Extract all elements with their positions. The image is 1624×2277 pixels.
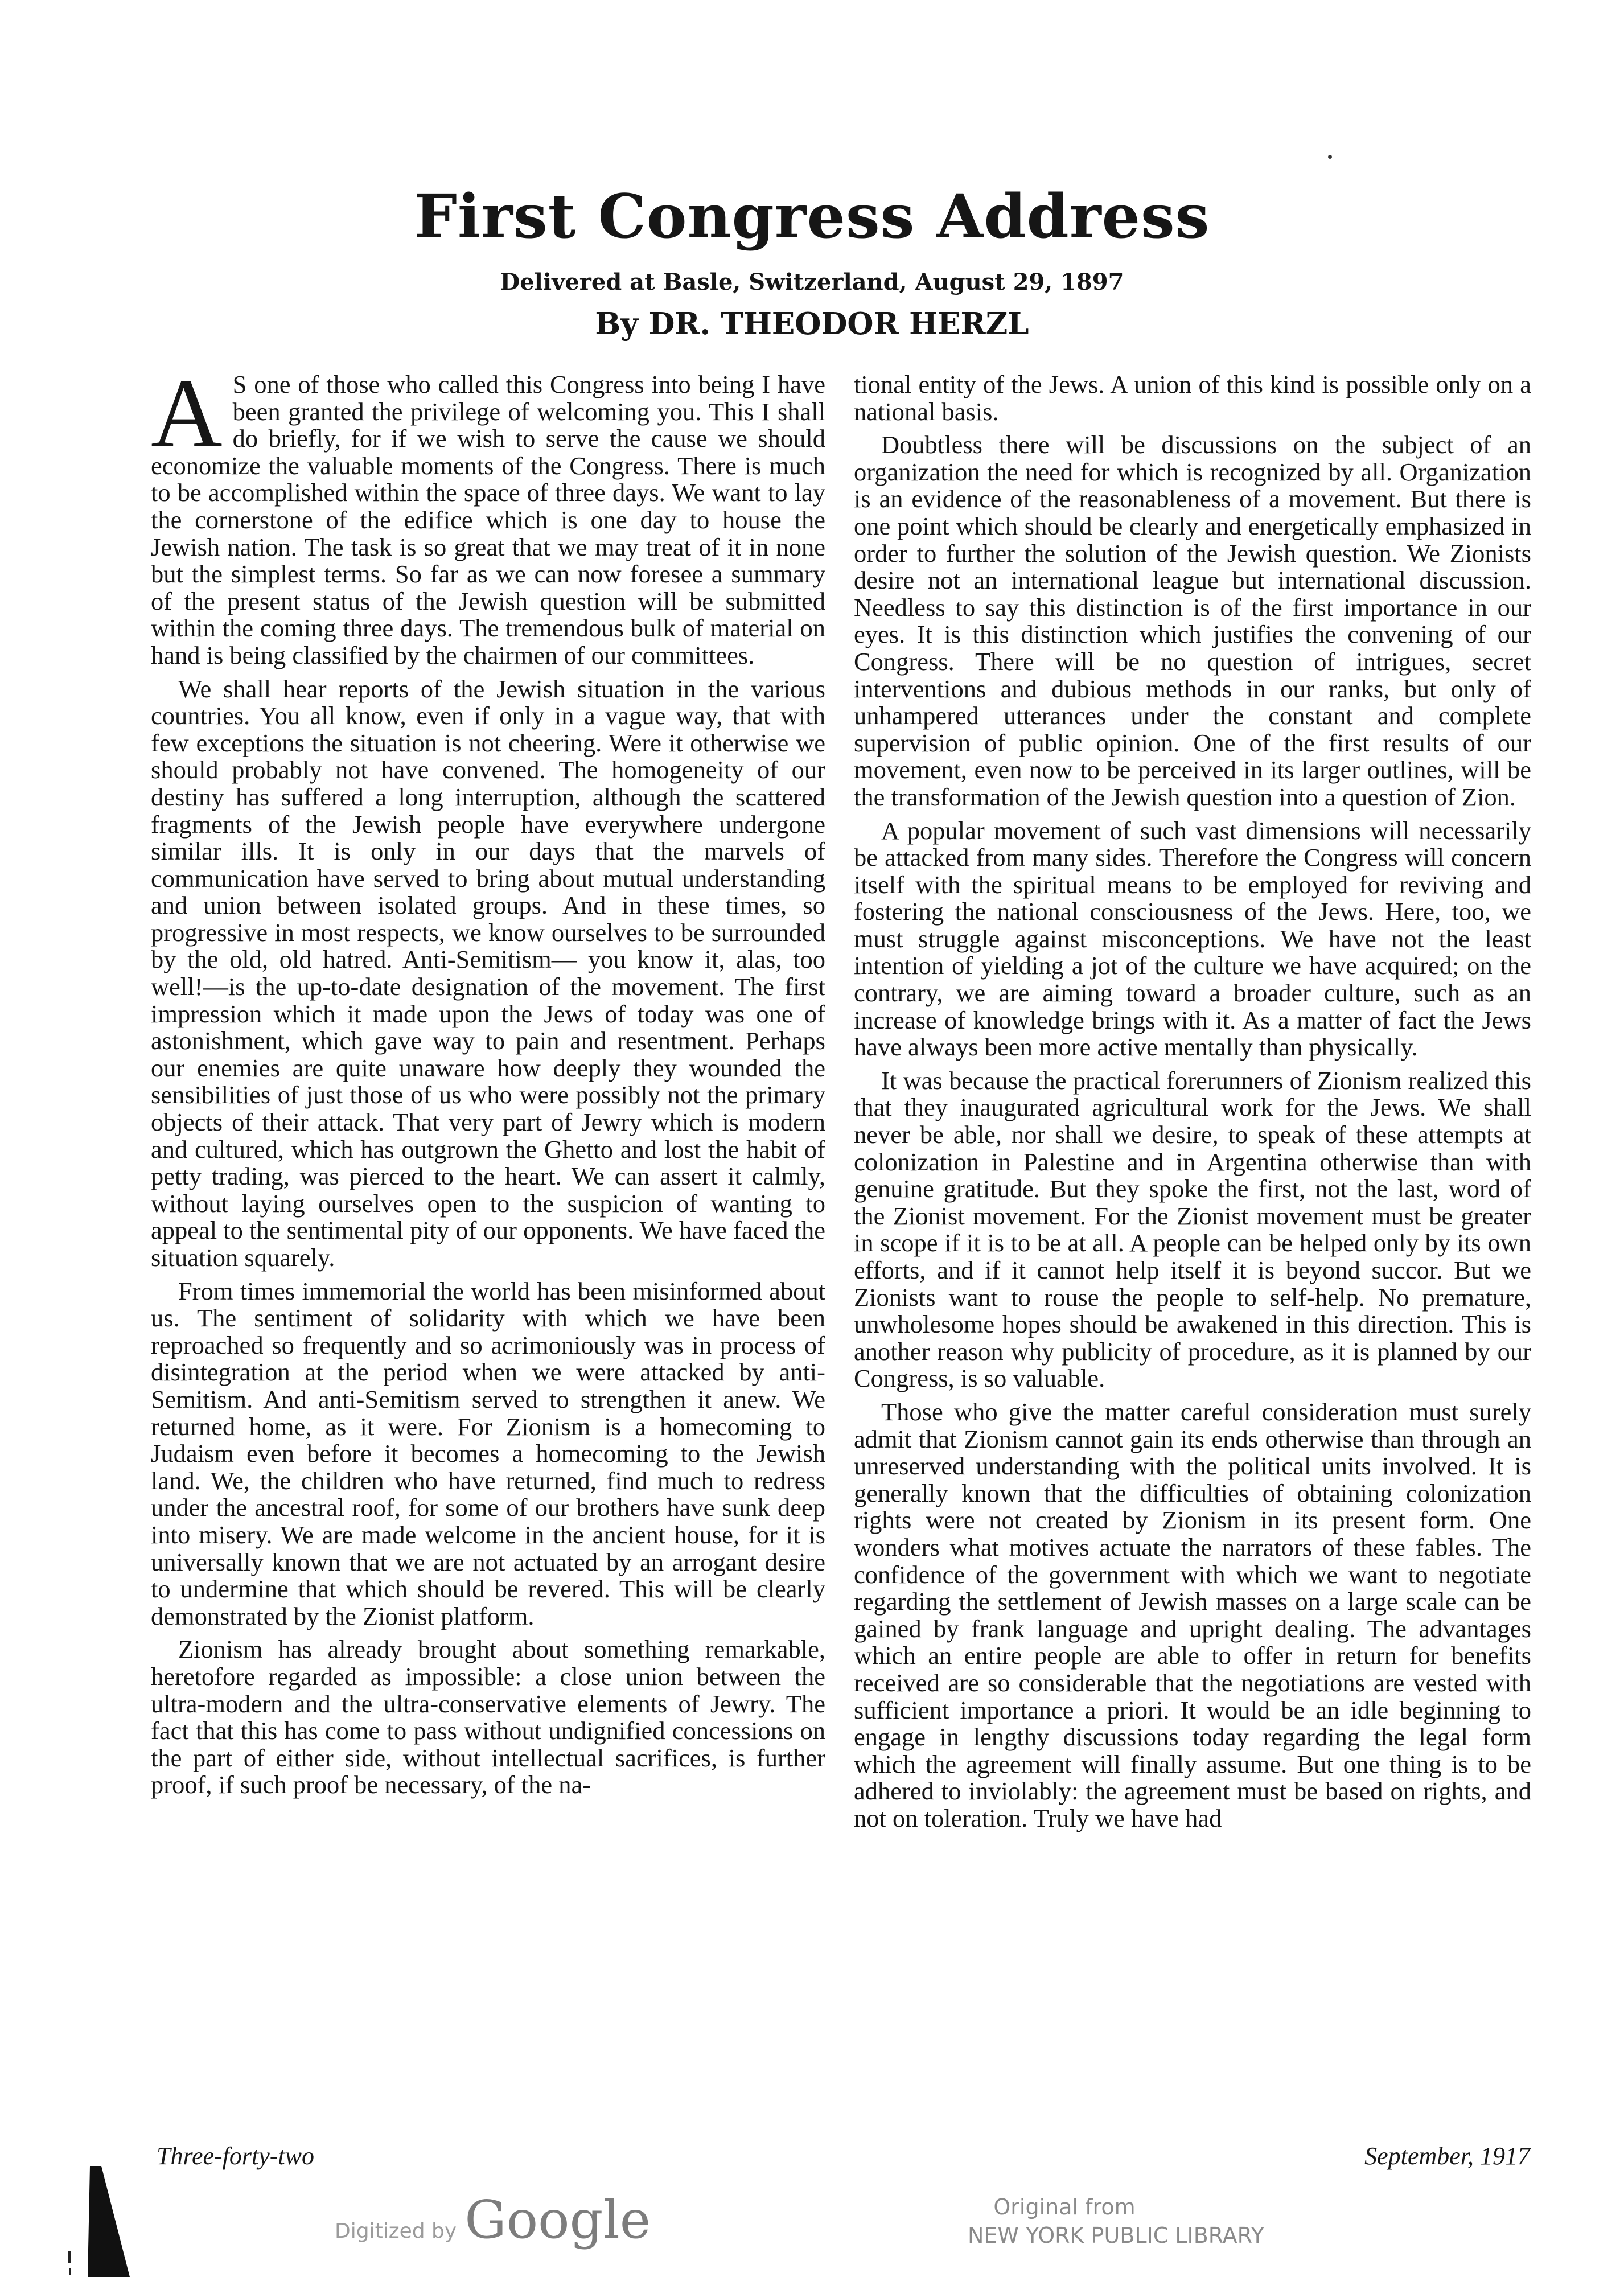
library-provenance <box>968 2193 1264 2250</box>
scan-edge-mark <box>68 2132 137 2277</box>
article-title: First Congress Address <box>414 180 1210 252</box>
right-column <box>854 371 1531 2119</box>
paragraph-3: From times immemorial the world has been misinformed about us. The sentiment of solidarity with which we have been reproached so frequently and so acrimoniously was in process of disintegration at the period when we were attacked by anti-Semitism. And anti-Semitism served to strengthen it anew. We returned home, as it were. For Zionism is a homecoming to Judaism even before it becomes a homecoming to the Jewish land. We, the children who have returned, find much to redress under the ancestral roof, for some of our brothers have sunk deep into misery. We are made welcome in the ancient house, for it is universally known that we are not actuated by an arrogant desire to undermine that which should be revered. This will be clearly demonstrated by the Zionist platform. <box>151 1276 825 1630</box>
page-label: Three-forty-two <box>157 2142 314 2170</box>
paragraph-8: It was because the practical forerunners of Zionism realized this that they inaugurated agricultural work for the Jews. We shall never be able, nor shall we desire, to speak of these attempts at colonization in Palestine and in Argentina otherwise than with genuine gratitude. But they spoke the first, not the last, word of the Zionist movement. For the Zionist movement must be greater in scope if it is to be at all. A people can be helped only by its own efforts, and if it cannot help itself it is beyond succor. But we Zionists want to rouse the people to self-help. No premature, unwholesome hopes should be awakened in this direction. This is another reason why publicity of procedure, as it is planned by our Congress, is so valuable. <box>854 1066 1531 1393</box>
speck-mark <box>1328 155 1332 159</box>
paragraph-6: Doubtless there will be discussions on the subject of an organization the need for which is recognized by all. Organization is an evidence of the reasonableness of a movement. But there is one point which should be clearly and energetically emphasized in order to further the solution of the Jewish question. We Zionists desire not an international league but international discussion. Needless to say this distinction is of the first importance in our eyes. It is this distinction which justifies the convening of our Congress. There will be no question of intrigues, secret interventions and dubious methods in our ranks, but only of unhampered utterances under the constant and complete supervision of public opinion. One of the first results of our movement, even now to be perceived in its larger outlines, will be the transformation of the Jewish question into a question of Zion. <box>854 430 1531 811</box>
left-column <box>151 371 825 2119</box>
paragraph-1 <box>151 371 825 669</box>
drop-cap: A <box>151 371 223 468</box>
article-byline: By DR. THEODOR HERZL <box>595 306 1029 342</box>
google-logo: Google <box>464 2189 651 2250</box>
provenance-line-1: Original from <box>993 2194 1136 2220</box>
paragraph-1-text: S one of those who called this Congress into being I have been granted the privilege of welcoming you. This I shall do briefly, for if we wish to serve the cause we should economize the valuable moments of the Congress. There is much to be accomplished within the space of three days. We want to lay the cornerstone of the edifice which is one day to house the Jewish nation. The task is so great that we may treat of it in none but the simplest terms. So far as we can now foresee a summary of the present status of the Jewish question will be submitted within the coming three days. The tremendous bulk of material on hand is being classified by the chairmen of our committees. <box>151 371 825 669</box>
paragraph-7: A popular movement of such vast dimensions will necessarily be attacked from many sides. Therefore the Congress will concern itself with the spiritual means to be employed for reviving and fostering the national consciousness of the Jews. Here, too, we must struggle against misconceptions. We have not the least intention of yielding a jot of the culture we have acquired; on the contrary, we are aiming toward a broader culture, such as an increase of knowledge brings with it. As a matter of fact the Jews have always been more active mentally than physically. <box>854 816 1531 1062</box>
paragraph-5: tional entity of the Jews. A union of this kind is possible only on a national basis. <box>854 371 1531 426</box>
digitized-label: Digitized by <box>335 2220 457 2243</box>
provenance-line-2: NEW YORK PUBLIC LIBRARY <box>968 2223 1264 2248</box>
article-subtitle: Delivered at Basle, Switzerland, August 29, 1897 <box>500 269 1124 295</box>
digitized-by-watermark <box>335 2189 651 2250</box>
paragraph-2: We shall hear reports of the Jewish situation in the various countries. You all know, even if only in a vague way, that with few exceptions the situation is not cheering. Were it otherwise we should probably not have convened. The homogeneity of our destiny has suffered a long interruption, although the scattered fragments of the Jewish people have everywhere undergone similar ills. It is only in our days that the marvels of communication have served to bring about mutual understanding and union between isolated groups. And in these times, so progressive in most respects, we know ourselves to be surrounded by the old, old hatred. Anti-Semitism— you know it, alas, too well!—is the up-to-date designation of the movement. The first impression which it made upon the Jews of today was one of astonishment, which gave way to pain and resentment. Perhaps our enemies are quite unaware how deeply they wounded the sensibilities of just those of us who were possibly not the primary objects of their attack. That very part of Jewry which is modern and cultured, which has outgrown the Ghetto and lost the habit of petty trading, was pierced to the heart. We can assert it calmly, without laying ourselves open to the suspicion of wanting to appeal to the sentimental pity of our opponents. We have faced the situation squarely. <box>151 674 825 1272</box>
paragraph-9: Those who give the matter careful consideration must surely admit that Zionism cannot gain its ends otherwise than through an unreserved understanding with the political units involved. It is generally known that the difficulties of obtaining colonization rights were not created by Zionism in its present form. One wonders what motives actuate the narrators of these fables. The confidence of the government with which we want to negotiate regarding the settlement of Jewish masses on a large scale can be gained by frank language and upright dealing. The advantages which an entire people are able to offer in return for benefits received are so considerable that the negotiations are vested with sufficient importance a priori. It would be an idle beginning to engage in lengthy discussions today regarding the legal form which the agreement will finally assume. But one thing is to be adhered to inviolably: the agreement must be based on rights, and not on toleration. Truly we have had <box>854 1397 1531 1832</box>
paragraph-4: Zionism has already brought about something remarkable, heretofore regarded as impossible: a close union between the ultra-modern and the ultra-conservative elements of Jewry. The fact that this has come to pass without undignified concessions on the part of either side, without intellectual sacrifices, is further proof, if such proof be necessary, of the na- <box>151 1635 825 1799</box>
issue-date: September, 1917 <box>1364 2142 1530 2170</box>
